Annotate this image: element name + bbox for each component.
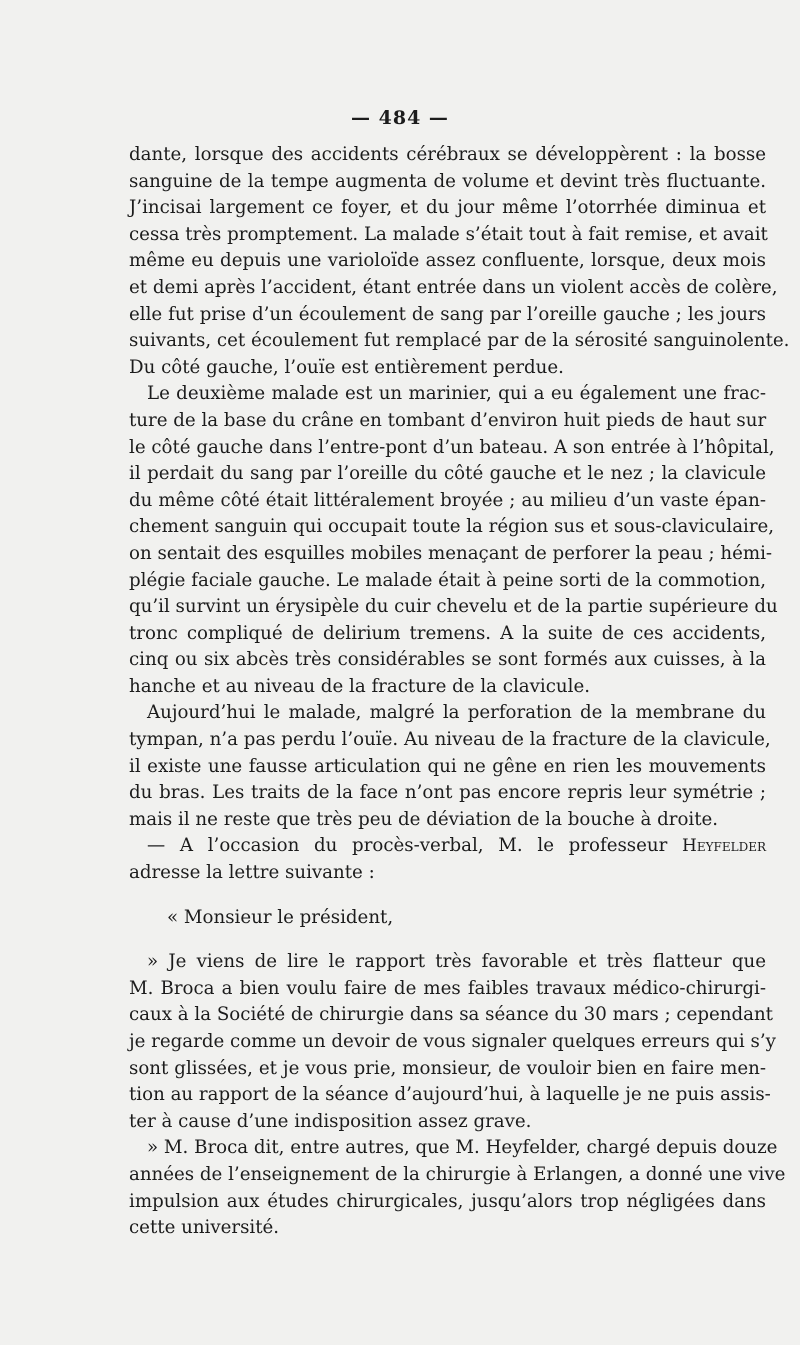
text-line: sanguine de la tempe augmenta de volume et devint très fluctuante. [129, 170, 766, 192]
text-line: chement sanguin qui occupait toute la région sus et sous-claviculaire, [129, 516, 775, 538]
text-line: du même côté était littéralement broyée ; au milieu d’un vaste épan- [129, 489, 766, 511]
text-line: suivants, cet écoulement fut remplacé par de la sérosité sanguinolente. [129, 330, 790, 352]
text-line: années de l’enseignement de la chirurgie à Erlangen, a donné une vive [129, 1163, 786, 1185]
text-line: cette université. [129, 1217, 280, 1239]
text-line: adresse la lettre suivante : [129, 862, 375, 884]
text-line: mais il ne reste que très peu de déviation de la bouche à droite. [129, 808, 719, 830]
text-line: on sentait des esquilles mobiles menaçant de perforer la peau ; hémi- [129, 542, 773, 564]
body-text [129, 142, 790, 1242]
text-line [129, 833, 766, 860]
text-line: cinq ou six abcès très considérables se sont formés aux cuisses, à la [129, 649, 766, 671]
text-line: tion au rapport de la séance d’aujourd’hui, à laquelle je ne puis assis- [129, 1084, 771, 1106]
text-line: ter à cause d’une indisposition assez grave. [129, 1110, 532, 1132]
letter-salutation: « Monsieur le président, [167, 906, 394, 928]
text-line: même eu depuis une varioloïde assez confluente, lorsque, deux mois [129, 250, 766, 272]
text-line: du bras. Les traits de la face n’ont pas encore repris leur symétrie ; [129, 782, 766, 804]
text-line: caux à la Société de chirurgie dans sa séance du 30 mars ; cependant [129, 1004, 773, 1026]
page-number: — 484 — [351, 107, 449, 129]
text-line: » M. Broca dit, entre autres, que M. Heyfelder, chargé depuis douze [147, 1137, 778, 1159]
spacer [129, 931, 766, 949]
text-line: ture de la base du crâne en tombant d’environ huit pieds de haut sur [129, 409, 767, 431]
text-line: et demi après l’accident, étant entrée dans un violent accès de colère, [129, 276, 778, 298]
text-line: M. Broca a bien voulu faire de mes faibles travaux médico-chirurgi- [129, 977, 766, 999]
text-line: il existe une fausse articulation qui ne gêne en rien les mouvements [129, 755, 766, 777]
text-line: sont glissées, et je vous prie, monsieur, de vouloir bien en faire men- [129, 1057, 766, 1079]
spacer [129, 887, 766, 905]
text-line: elle fut prise d’un écoulement de sang par l’oreille gauche ; les jours [129, 303, 766, 325]
text-line: hanche et au niveau de la fracture de la clavicule. [129, 675, 590, 697]
text-line: cessa très promptement. La malade s’était tout à fait remise, et avait [129, 223, 768, 245]
text-line: plégie faciale gauche. Le malade était à peine sorti de la commotion, [129, 569, 766, 591]
text-line: » Je viens de lire le rapport très favorable et très flatteur que [147, 951, 766, 973]
text-line: je regarde comme un devoir de vous signaler quelques erreurs qui s’y [129, 1031, 776, 1052]
text-line: dante, lorsque des accidents cérébraux se développèrent : la bosse [129, 144, 766, 165]
text-line: qu’il survint un érysipèle du cuir chevelu et de la partie supérieure du [129, 596, 778, 618]
text-line: le côté gauche dans l’entre-pont d’un bateau. A son entrée à l’hôpital, [129, 436, 775, 458]
text-line: il perdait du sang par l’oreille du côté gauche et le nez ; la clavicule [129, 463, 766, 485]
author-name: Heyfelder [682, 836, 766, 857]
text-line: tronc compliqué de delirium tremens. A la suite de ces accidents, [129, 622, 766, 644]
text-line: tympan, n’a pas perdu l’ouïe. Au niveau de la fracture de la clavicule, [129, 729, 771, 751]
text-line: Aujourd’hui le malade, malgré la perforation de la membrane du [147, 702, 766, 724]
text-line: Du côté gauche, l’ouïe est entièrement perdue. [129, 356, 564, 378]
text-line: J’incisai largement ce foyer, et du jour même l’otorrhée diminua et [129, 197, 766, 219]
text-fragment: — A l’occasion du procès-verbal, M. le professeur [147, 835, 668, 857]
text-line: Le deuxième malade est un marinier, qui a eu également une frac- [147, 383, 766, 405]
text-line: impulsion aux études chirurgicales, jusqu’alors trop négligées dans [129, 1190, 766, 1212]
